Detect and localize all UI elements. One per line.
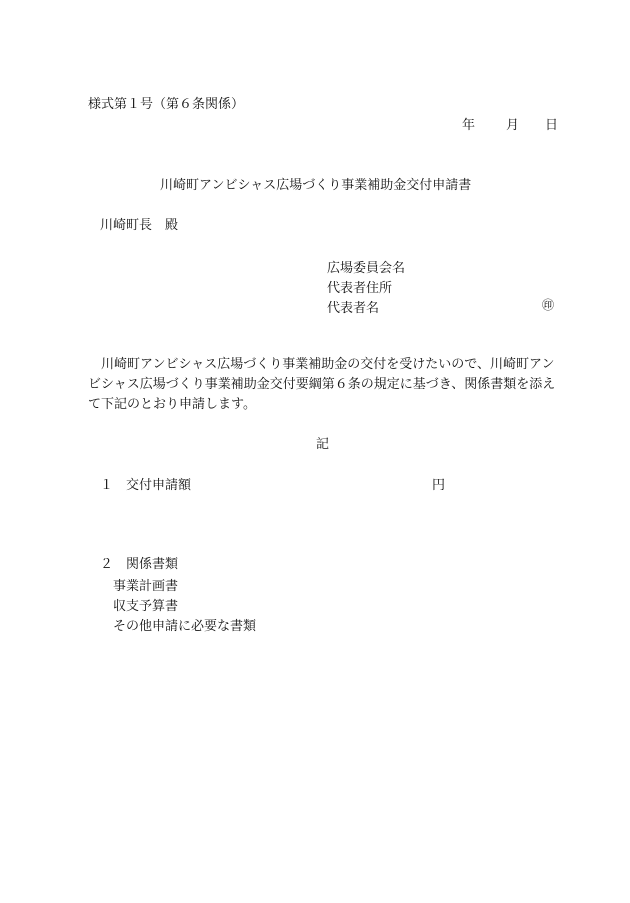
- date-year-label: 年: [462, 118, 476, 133]
- date-month-label: 月: [506, 118, 520, 133]
- seal-mark: ㊞: [542, 298, 555, 312]
- item-related-documents: [100, 557, 178, 573]
- document-list-item: 収支予算書: [113, 599, 179, 614]
- committee-name-label: 広場委員会名: [327, 261, 406, 276]
- item-number: ２: [100, 557, 114, 572]
- yen-unit: 円: [432, 478, 446, 493]
- applicant-block: [327, 259, 405, 319]
- representative-name-label: 代表者名: [327, 301, 380, 316]
- document-title: 川崎町アンビシャス広場づくり事業補助金交付申請書: [160, 178, 472, 193]
- date-line: [462, 118, 558, 134]
- representative-address-label: 代表者住所: [327, 281, 393, 296]
- documents-list: [113, 577, 256, 637]
- item-label: 交付申請額: [126, 478, 192, 493]
- form-number-label: 様式第１号（第６条関係）: [88, 97, 245, 112]
- date-day-label: 日: [545, 118, 559, 133]
- item-label: 関係書類: [126, 557, 179, 572]
- application-statement: 川崎町アンビシャス広場づくり事業補助金の交付を受けたいので、川崎町アンビシャス広場づくり事業補助金交付要綱第６条の規定に基づき、関係書類を添えて下記のとおり申請します。: [88, 357, 556, 412]
- item-number: １: [100, 478, 114, 493]
- ki-heading: 記: [316, 437, 330, 452]
- document-list-item: 事業計画書: [113, 579, 179, 594]
- item-application-amount: [100, 478, 191, 494]
- document-list-item: その他申請に必要な書類: [113, 619, 257, 634]
- addressee: 川崎町長 殿: [100, 218, 179, 233]
